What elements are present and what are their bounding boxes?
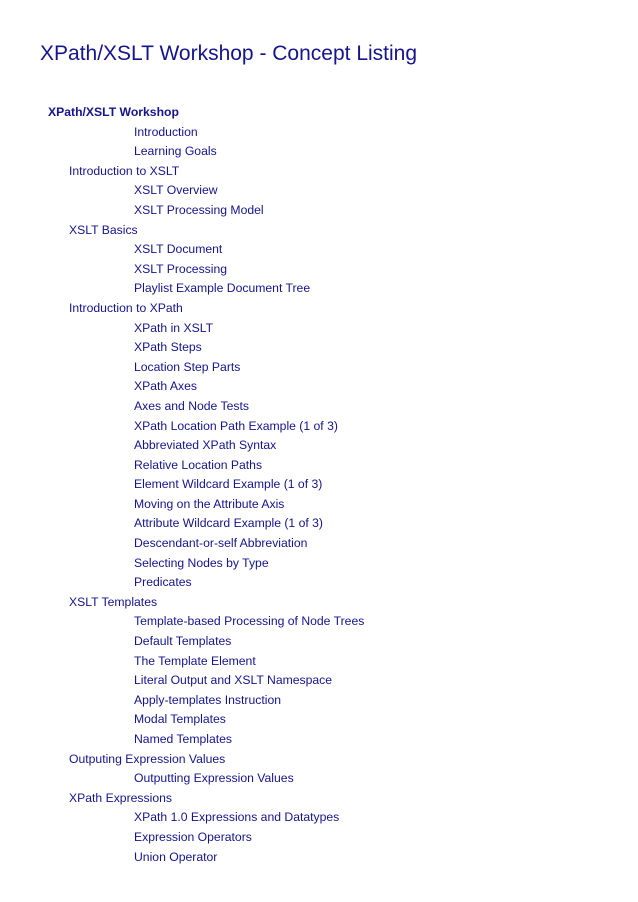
section-heading[interactable]: Introduction to XPath [69,300,183,315]
concept-item[interactable]: Playlist Example Document Tree [134,281,311,296]
concept-item[interactable]: Literal Output and XSLT Namespace [134,673,333,688]
concept-item[interactable]: XSLT Processing [134,261,228,276]
concept-item[interactable]: XSLT Overview [134,183,218,198]
concept-item[interactable]: Expression Operators [134,829,252,844]
concept-item[interactable]: XSLT Document [134,242,223,257]
section-heading[interactable]: XPath Expressions [69,790,172,805]
concept-item[interactable]: Named Templates [134,732,232,746]
concept-item[interactable]: Default Templates [134,634,232,649]
concept-item[interactable]: The Template Element [134,653,256,668]
section-heading[interactable]: XSLT Templates [69,594,158,609]
concept-item[interactable]: Union Operator [134,849,218,864]
concept-item[interactable]: Relative Location Paths [134,457,263,472]
concept-item[interactable]: XPath Location Path Example (1 of 3) [134,418,338,433]
concept-item[interactable]: XPath Steps [134,340,202,355]
section-heading[interactable]: Introduction to XSLT [69,163,180,178]
listing-sections [0,123,638,868]
concept-item[interactable]: Learning Goals [134,144,217,159]
concept-item[interactable]: XPath Axes [134,379,198,394]
concept-listing [0,103,638,867]
section-heading[interactable]: XSLT Basics [69,222,138,237]
concept-item[interactable]: Moving on the Attribute Axis [134,496,285,511]
concept-item[interactable]: XPath in XSLT [134,320,214,335]
concept-item[interactable]: Attribute Wildcard Example (1 of 3) [134,516,323,531]
concept-item[interactable]: Element Wildcard Example (1 of 3) [134,477,323,492]
concept-item[interactable]: Outputting Expression Values [134,771,294,786]
concept-item[interactable]: Axes and Node Tests [134,398,249,413]
concept-item[interactable]: Descendant-or-self Abbreviation [134,536,308,551]
concept-item[interactable]: Modal Templates [134,712,226,727]
concept-item[interactable]: Abbreviated XPath Syntax [134,438,277,453]
listing-root-heading[interactable]: XPath/XSLT Workshop [48,105,179,119]
concept-item[interactable]: Location Step Parts [134,359,241,374]
concept-item[interactable]: Template-based Processing of Node Trees [134,614,365,629]
concept-item[interactable]: XSLT Processing Model [134,202,264,217]
concept-item[interactable]: Predicates [134,575,192,590]
concept-item[interactable]: XPath 1.0 Expressions and Datatypes [134,810,340,825]
concept-item[interactable]: Selecting Nodes by Type [134,555,269,570]
section-heading[interactable]: Outputing Expression Values [69,751,226,766]
page-title: XPath/XSLT Workshop - Concept Listing [40,42,418,65]
concept-item[interactable]: Apply-templates Instruction [134,692,281,707]
concept-item[interactable]: Introduction [134,124,198,139]
